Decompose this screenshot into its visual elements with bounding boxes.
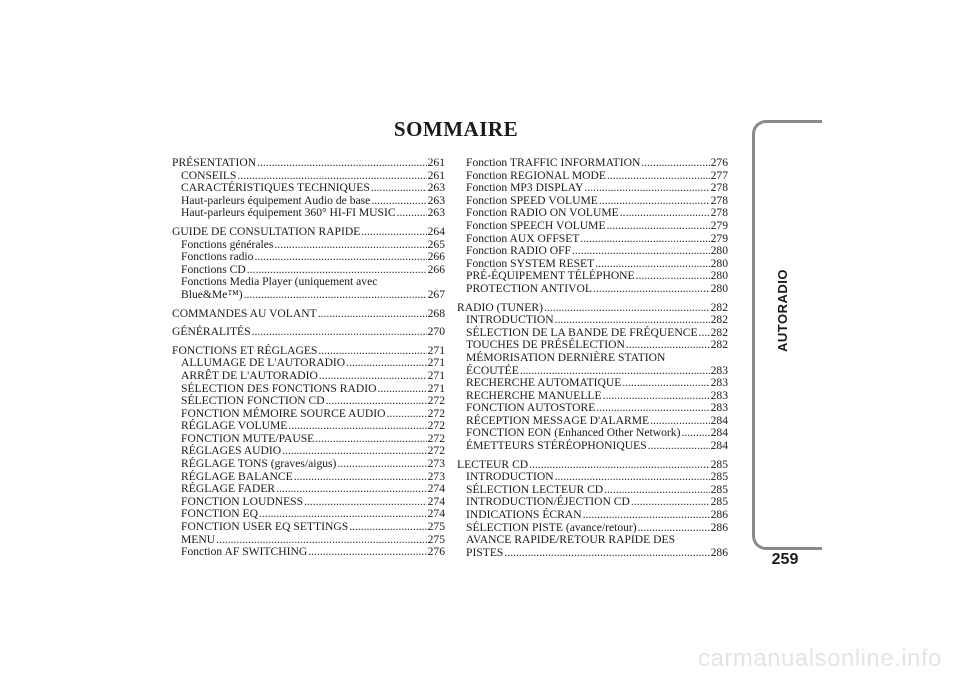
toc-entry-title: LECTEUR CD	[457, 457, 529, 471]
dot-leader	[274, 239, 426, 252]
dot-leader	[631, 496, 710, 509]
toc-entry[interactable]	[457, 157, 728, 170]
dot-leader	[607, 170, 710, 183]
toc-page-number: 285	[710, 470, 728, 484]
toc-entry-title: PROTECTION ANTIVOL	[466, 281, 592, 295]
toc-entry-title: FONCTION EON (Enhanced Other Network)	[466, 426, 681, 440]
dot-leader	[276, 483, 426, 496]
toc-entry-title: Fonctions générales	[181, 237, 274, 251]
dot-leader	[294, 471, 427, 484]
toc-entry-title: CONSEILS	[181, 168, 237, 182]
toc-page-number: 278	[710, 181, 728, 195]
dot-leader	[607, 220, 710, 233]
toc-entry[interactable]	[172, 370, 445, 383]
toc-page-number: 277	[710, 168, 728, 182]
toc-entry[interactable]	[172, 483, 445, 496]
toc-entry-title: Fonction SPEECH VOLUME	[466, 218, 606, 232]
chapter-side-label: AUTORADIO	[775, 269, 790, 352]
toc-entry-title: Haut-parleurs équipement 360° HI-FI MUSIC	[181, 206, 396, 220]
dot-leader	[387, 408, 427, 421]
toc-entry[interactable]	[457, 182, 728, 195]
dot-leader	[583, 509, 710, 522]
toc-page-number: 284	[710, 413, 728, 427]
toc-page-number: 273	[427, 457, 445, 471]
toc-page-number: 284	[710, 426, 728, 440]
dot-leader	[252, 326, 427, 339]
dot-leader	[378, 383, 427, 396]
toc-page-number: 285	[710, 495, 728, 509]
toc-page-number: 261	[427, 156, 445, 169]
dot-leader	[308, 546, 426, 559]
toc-entry-title: RÉGLAGE FADER	[181, 482, 276, 496]
dot-leader	[397, 207, 427, 220]
toc-entry-title: RÉGLAGE BALANCE	[181, 469, 293, 483]
toc-entry-title: GÉNÉRALITÉS	[172, 325, 251, 339]
dot-leader	[337, 458, 426, 471]
toc-page-number: 274	[427, 507, 445, 521]
dot-leader	[596, 402, 709, 415]
dot-leader	[648, 440, 710, 453]
toc-entry-line: Fonctions Media Player (uniquement avec	[181, 275, 378, 289]
toc-entry[interactable]	[172, 420, 445, 433]
toc-entry-title: Fonction SYSTEM RESET	[466, 256, 595, 270]
toc-entry[interactable]	[457, 440, 728, 453]
dot-leader	[555, 471, 710, 484]
toc-page-number: 285	[710, 482, 728, 496]
toc-entry-title: FONCTION USER EQ SETTINGS	[181, 520, 349, 534]
toc-entry-title: SÉLECTION FONCTION CD	[181, 394, 325, 408]
toc-entry[interactable]	[457, 314, 728, 327]
toc-entry[interactable]	[457, 471, 728, 484]
toc-entry[interactable]	[457, 283, 728, 296]
toc-page-number: 273	[427, 469, 445, 483]
dot-leader	[319, 370, 427, 383]
toc-page-number: 271	[427, 368, 445, 382]
toc-page-number: 280	[710, 281, 728, 295]
toc-entry-title: ALLUMAGE DE L'AUTORADIO	[181, 356, 346, 370]
toc-page-number: 280	[710, 244, 728, 258]
toc-entry-title: PISTES	[466, 545, 504, 559]
toc-entry-line: MÉMORISATION DERNIÈRE STATION	[466, 350, 666, 364]
toc-entry[interactable]	[457, 220, 728, 233]
dot-leader	[504, 547, 709, 560]
toc-entry-title: Blue&Me™)	[181, 287, 243, 301]
dot-leader	[641, 157, 709, 170]
toc-page-number: 285	[710, 457, 728, 471]
toc-entry-title: COMMANDES AU VOLANT	[172, 306, 317, 320]
toc-page-number: 283	[710, 363, 728, 377]
toc-page-number: 278	[710, 206, 728, 220]
dot-leader	[544, 302, 710, 315]
toc-entry-title: Fonctions CD	[181, 262, 246, 276]
toc-entry-title: RÉGLAGE VOLUME	[181, 419, 288, 433]
toc-entry[interactable]	[172, 546, 445, 559]
toc-entry-title: SÉLECTION DES FONCTIONS RADIO	[181, 381, 377, 395]
toc-page-number: 267	[427, 287, 445, 301]
toc-entry-title: SÉLECTION PISTE (avance/retour)	[466, 520, 637, 534]
toc-section-entry[interactable]	[172, 308, 445, 321]
toc-page-number: 268	[427, 306, 445, 320]
toc-page-number: 271	[427, 343, 445, 357]
toc-entry-title: MENU	[181, 532, 216, 546]
toc-entry-title: RECHERCHE MANUELLE	[466, 388, 602, 402]
toc-entry[interactable]	[457, 377, 728, 390]
dot-leader	[529, 459, 709, 472]
toc-page-number: 282	[710, 313, 728, 327]
toc-page-number: 271	[427, 356, 445, 370]
dot-leader	[254, 251, 426, 264]
toc-entry-title: FONCTION AUTOSTORE	[466, 401, 596, 415]
toc-page-number: 266	[427, 262, 445, 276]
toc-entry-line: AVANCE RAPIDE/RETOUR RAPIDE DES	[466, 533, 676, 547]
toc-entry-title: FONCTION LOUDNESS	[181, 494, 304, 508]
toc-entry-title: INTRODUCTION/ÉJECTION CD	[466, 495, 630, 509]
toc-entry-title: Fonction SPEED VOLUME	[466, 193, 598, 207]
toc-entry-title: INTRODUCTION	[466, 470, 554, 484]
toc-page-number: 282	[710, 338, 728, 352]
toc-section-entry[interactable]	[172, 226, 445, 239]
dot-leader	[326, 395, 427, 408]
toc-entry-title: ÉMETTEURS STÉRÉOPHONIQUES	[466, 439, 647, 453]
toc-page-number: 280	[710, 256, 728, 270]
toc-page-number: 272	[427, 419, 445, 433]
toc-page-number: 283	[710, 401, 728, 415]
toc-page-number: 275	[427, 532, 445, 546]
toc-entry[interactable]	[172, 182, 445, 195]
toc-page-number: 264	[427, 224, 445, 238]
toc-entry-title: Fonction REGIONAL MODE	[466, 168, 606, 182]
toc-page-number: 279	[710, 231, 728, 245]
dot-leader	[636, 270, 710, 283]
toc-page-number: 272	[427, 444, 445, 458]
toc-page-number: 274	[427, 482, 445, 496]
toc-page-number: 284	[710, 439, 728, 453]
toc-section-entry[interactable]	[172, 157, 445, 170]
toc-entry-title: RÉCEPTION MESSAGE D'ALARME	[466, 413, 650, 427]
dot-leader	[622, 377, 709, 390]
toc-entry[interactable]	[172, 521, 445, 534]
dot-leader	[244, 289, 427, 302]
toc-entry-title: ARRÊT DE L'AUTORADIO	[181, 368, 318, 382]
dot-leader	[288, 420, 426, 433]
toc-page-number: 272	[427, 394, 445, 408]
toc-page-number: 278	[710, 193, 728, 207]
dot-leader	[361, 226, 426, 239]
dot-leader	[257, 157, 427, 170]
toc-entry[interactable]	[172, 458, 445, 471]
toc-page-number: 271	[427, 381, 445, 395]
toc-entry-title: FONCTION MUTE/PAUSE	[181, 431, 315, 445]
toc-entry-title: CARACTÉRISTIQUES TECHNIQUES	[181, 181, 370, 195]
toc-entry-title: GUIDE DE CONSULTATION RAPIDE	[172, 224, 361, 238]
toc-entry[interactable]	[172, 395, 445, 408]
dot-leader	[580, 233, 709, 246]
toc-page-number: 266	[427, 250, 445, 264]
dot-leader	[371, 182, 427, 195]
toc-entry-title: Haut-parleurs équipement Audio de base	[181, 193, 371, 207]
dot-leader	[315, 433, 426, 446]
toc-entry-title: ÉCOUTÉE	[466, 363, 519, 377]
toc-right-column	[457, 157, 728, 559]
dot-leader	[346, 357, 426, 370]
dot-leader	[318, 308, 427, 321]
toc-entry-title: Fonction RADIO OFF	[466, 244, 572, 258]
toc-entry-title: INTRODUCTION	[466, 313, 554, 327]
toc-entry[interactable]	[457, 509, 728, 522]
toc-entry-title: TOUCHES DE PRÉSÉLECTION	[466, 338, 625, 352]
toc-entry[interactable]	[457, 547, 728, 560]
toc-section-entry[interactable]	[172, 326, 445, 339]
toc-page-number: 275	[427, 520, 445, 534]
toc-entry-title: FONCTION EQ	[181, 507, 258, 521]
dot-leader	[349, 521, 426, 534]
page-title: SOMMAIRE	[393, 117, 519, 141]
toc-page-number: 272	[427, 406, 445, 420]
toc-entry-title: RÉGLAGE TONS (graves/aigus)	[181, 457, 337, 471]
toc-entry-title: Fonction RADIO ON VOLUME	[466, 206, 619, 220]
toc-page-number: 286	[710, 545, 728, 559]
toc-page-number: 283	[710, 376, 728, 390]
toc-entry-title: SÉLECTION DE LA BANDE DE FRÉQUENCE	[466, 325, 698, 339]
toc-entry-title: Fonction AUX OFFSET	[466, 231, 580, 245]
toc-entry-title: Fonction AF SWITCHING	[181, 545, 308, 559]
toc-page-number: 279	[710, 218, 728, 232]
toc-page-number: 265	[427, 237, 445, 251]
toc-entry-title: FONCTIONS ET RÉGLAGES	[172, 343, 318, 357]
toc-page-number: 282	[710, 300, 728, 314]
toc-page-number: 282	[710, 325, 728, 339]
watermark: carmanualsonline.info	[698, 645, 942, 672]
page-number: 259	[771, 551, 799, 568]
dot-leader	[593, 283, 710, 296]
toc-entry[interactable]	[172, 289, 445, 302]
toc-entry-title: RECHERCHE AUTOMATIQUE	[466, 376, 622, 390]
dot-leader	[555, 314, 710, 327]
dot-leader	[603, 390, 710, 403]
toc-entry-title: PRÉSENTATION	[172, 156, 257, 169]
toc-page-number: 263	[427, 206, 445, 220]
toc-page-number: 280	[710, 269, 728, 283]
toc-page-number: 276	[427, 545, 445, 559]
toc-left-column	[172, 157, 445, 559]
toc-page-number: 276	[710, 156, 728, 169]
toc-page-number: 286	[710, 520, 728, 534]
toc-page-number: 274	[427, 494, 445, 508]
toc-page-number: 261	[427, 168, 445, 182]
toc-entry-title: Fonction MP3 DISPLAY	[466, 181, 584, 195]
dot-leader	[699, 327, 710, 340]
toc-entry-title: PRÉ-ÉQUIPEMENT TÉLÉPHONE	[466, 269, 635, 283]
toc-page-number: 286	[710, 508, 728, 522]
toc-page-number: 263	[427, 193, 445, 207]
dot-leader	[681, 427, 709, 440]
toc-entry-title: SÉLECTION LECTEUR CD	[466, 482, 604, 496]
toc-page-number: 272	[427, 431, 445, 445]
toc-entry-title: RADIO (TUNER)	[457, 300, 543, 314]
toc-entry-title: INDICATIONS ÉCRAN	[466, 508, 582, 522]
toc-entry-title: Fonctions radio	[181, 250, 254, 264]
dot-leader	[584, 182, 709, 195]
toc-entry[interactable]	[457, 402, 728, 415]
dot-leader	[304, 496, 427, 509]
toc-entry[interactable]	[172, 251, 445, 264]
toc-page-number: 270	[427, 325, 445, 339]
toc-entry-title: FONCTION MÉMOIRE SOURCE AUDIO	[181, 406, 386, 420]
toc-page-number: 263	[427, 181, 445, 195]
toc-entry[interactable]	[457, 245, 728, 258]
toc-page-number: 283	[710, 388, 728, 402]
toc-entry[interactable]	[172, 207, 445, 220]
dot-leader	[572, 245, 710, 258]
toc-entry-title: RÉGLAGES AUDIO	[181, 444, 282, 458]
dot-leader	[620, 207, 710, 220]
toc-entry-title: Fonction TRAFFIC INFORMATION	[466, 156, 641, 169]
